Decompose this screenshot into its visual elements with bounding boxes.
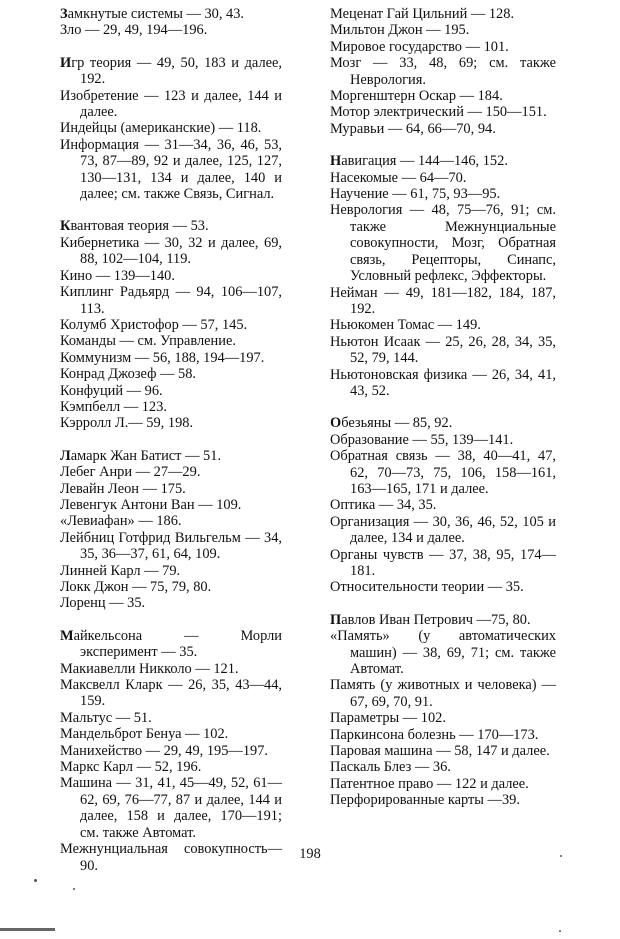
section-initial: О: [330, 415, 342, 432]
index-entry-text: Киплинг Радьярд — 94, 106—107, 113.: [60, 284, 282, 317]
index-entry-text: Ньюкомен Томас — 149.: [330, 317, 481, 334]
index-entry: [60, 661, 282, 677]
index-entry: [330, 776, 556, 792]
index-entry-text: Неврология — 48, 75—76, 91; см. также Межнунциальные совокупности, Мозг, Обратная связь, Рецепторы, Синапс, Условный рефлекс, Эффекторы.: [330, 202, 556, 285]
index-entry-text: Организация — 30, 36, 46, 52, 105 и далее, 134 и далее.: [330, 513, 556, 547]
index-entry-text: Лейбниц Готфрид Вильгельм — 34, 35, 36—37, 61, 64, 109.: [60, 529, 282, 563]
index-entry: [60, 579, 282, 595]
scan-edge-mark: [0, 928, 55, 931]
index-column-left: [60, 6, 282, 874]
index-entry-text: Ньютоновская физика — 26, 34, 41, 43, 52.: [330, 366, 556, 399]
index-entry-text: Кэмпбелл — 123.: [60, 398, 167, 415]
index-entry: [60, 350, 282, 366]
scan-speck: [560, 855, 562, 857]
index-entry: [330, 677, 556, 710]
index-entry-text: «Память» (у автоматических машин) — 38, 69, 71; см. также Автомат.: [330, 628, 556, 678]
index-entry-text: Патентное право — 122 и далее.: [330, 775, 529, 792]
index-entry: [60, 530, 282, 563]
index-entry-text: Макиавелли Никколо — 121.: [60, 660, 239, 677]
index-entry-text: Образование — 55, 139—141.: [330, 431, 514, 448]
index-entry: [330, 88, 556, 104]
index-entry: [60, 6, 282, 22]
index-entry: [330, 432, 556, 448]
index-entry-text: Органы чувств — 37, 38, 95, 174—181.: [330, 546, 556, 579]
index-entry-text: Ньютон Исаак — 25, 26, 28, 34, 35, 52, 79, 144.: [330, 333, 556, 367]
index-entry: [60, 726, 282, 742]
index-entry-text: Кибернетика — 30, 32 и далее, 69, 88, 102—104, 119.: [60, 234, 282, 268]
section-initial: К: [60, 218, 71, 235]
section-initial: П: [330, 611, 342, 628]
scan-speck: [34, 879, 37, 882]
index-entry-text: Изобретение — 123 и далее, 144 и далее.: [60, 87, 282, 121]
index-entry: [60, 235, 282, 268]
index-entry: [60, 743, 282, 759]
index-entry-text: Мандельброт Бенуа — 102.: [60, 726, 229, 743]
index-entry: [330, 317, 556, 333]
index-entry: [330, 514, 556, 547]
index-entry: [330, 121, 556, 137]
section-initial: З: [60, 6, 68, 22]
index-entry: [330, 727, 556, 743]
index-entry: [60, 55, 282, 88]
index-entry: [60, 268, 282, 284]
index-entry-text: Кино — 139—140.: [60, 267, 175, 284]
index-entry-text: Левайн Леон — 175.: [60, 480, 186, 497]
section-gap: [330, 596, 556, 612]
index-entry-text: гр теория — 49, 50, 183 и далее, 192.: [71, 54, 282, 88]
index-entry-text: авлов Иван Петрович —75, 80.: [341, 611, 531, 628]
index-entry-text: «Левиафан» — 186.: [60, 513, 182, 530]
index-entry-text: Максвелл Кларк — 26, 35, 43—44, 159.: [60, 677, 282, 710]
index-entry: [330, 792, 556, 808]
index-entry-text: Коммунизм — 56, 188, 194—197.: [60, 349, 265, 366]
index-entry: [60, 317, 282, 333]
index-entry-text: Относительности теории — 35.: [330, 579, 524, 596]
index-entry-text: Межнунциальная совокупность— 90.: [60, 841, 282, 874]
index-entry-text: Муравьи — 64, 66—70, 94.: [330, 120, 496, 137]
index-entry-text: Конфуций — 96.: [60, 382, 163, 399]
index-column-right: [330, 6, 556, 809]
scan-speck: [559, 930, 561, 932]
index-entry: [330, 743, 556, 759]
index-entry: [60, 497, 282, 513]
index-entry-text: Паскаль Блез — 36.: [330, 759, 451, 776]
index-entry-text: Мозг — 33, 48, 69; см. также Неврология.: [330, 55, 556, 88]
index-entry: [60, 448, 282, 464]
index-entry: [330, 367, 556, 400]
index-entry-text: авигация — 144—146, 152.: [341, 153, 508, 170]
index-entry: [60, 710, 282, 726]
section-gap: [60, 39, 282, 55]
index-entry-text: Манихейство — 29, 49, 195—197.: [60, 742, 268, 759]
index-entry: [330, 104, 556, 120]
section-gap: [60, 432, 282, 448]
index-entry: [330, 55, 556, 88]
index-entry: [330, 334, 556, 367]
index-entry: [330, 186, 556, 202]
section-gap: [60, 612, 282, 628]
index-entry-text: Индейцы (американские) — 118.: [60, 120, 262, 137]
index-entry-text: Мотор электрический — 150—151.: [330, 104, 547, 121]
index-entry: [60, 513, 282, 529]
index-entry-text: Зло — 29, 49, 194—196.: [60, 22, 208, 39]
index-entry-text: Машина — 31, 41, 45—49, 52, 61—62, 69, 76—77, 87 и далее, 144 и далее, 158 и далее, 170—191; см. также Автомат.: [60, 775, 282, 841]
index-entry-text: вантовая теория — 53.: [70, 218, 209, 235]
index-entry: [60, 481, 282, 497]
index-entry: [330, 628, 556, 677]
section-initial: Л: [60, 447, 71, 464]
index-entry: [60, 415, 282, 431]
index-entry: [330, 415, 556, 431]
index-entry-text: Паркинсона болезнь — 170—173.: [330, 726, 539, 743]
index-entry-text: Лебег Анри — 27—29.: [60, 464, 201, 481]
index-entry: [60, 677, 282, 710]
index-entry-text: Лоренц — 35.: [60, 595, 146, 612]
index-entry-text: Мировое государство — 101.: [330, 38, 509, 55]
index-entry: [330, 547, 556, 580]
index-entry: [60, 366, 282, 382]
index-entry-text: Обратная связь — 38, 40—41, 47, 62, 70—73, 75, 106, 158—161, 163—165, 171 и далее.: [330, 448, 556, 497]
index-entry-text: Конрад Джозеф — 58.: [60, 366, 197, 383]
index-entry-text: Кэрролл Л.— 59, 198.: [60, 415, 194, 432]
scan-speck: [73, 888, 75, 890]
index-entry-text: Маркс Карл — 52, 196.: [60, 759, 202, 776]
index-entry: [60, 22, 282, 38]
index-entry: [60, 218, 282, 234]
index-entry: [60, 775, 282, 841]
index-entry-text: Паровая машина — 58, 147 и далее.: [330, 743, 550, 760]
index-entry-text: Научение — 61, 75, 93—95.: [330, 186, 501, 203]
index-entry-text: Команды — см. Управление.: [60, 333, 236, 350]
section-initial: Н: [330, 153, 342, 170]
index-entry: [330, 579, 556, 595]
index-entry: [330, 710, 556, 726]
index-entry-text: Насекомые — 64—70.: [330, 169, 467, 186]
index-entry-text: Моргенштерн Оскар — 184.: [330, 88, 503, 105]
index-entry: [330, 39, 556, 55]
index-entry: [60, 759, 282, 775]
section-initial: И: [60, 54, 72, 71]
index-entry-text: амарк Жан Батист — 51.: [70, 447, 222, 464]
index-entry-text: Левенгук Антони Ван — 109.: [60, 496, 242, 513]
index-entry: [330, 202, 556, 284]
index-entry: [60, 120, 282, 136]
index-entry-text: Мильтон Джон — 195.: [330, 22, 470, 39]
index-entry: [330, 153, 556, 169]
page-number: 198: [299, 846, 321, 862]
index-entry: [60, 464, 282, 480]
section-gap: [330, 399, 556, 415]
index-entry: [60, 383, 282, 399]
index-entry-text: Информация — 31—34, 36, 46, 53, 73, 87—89, 92 и далее, 125, 127, 130—131, 134 и далее, 140 и далее; см. также Связь, Сигнал.: [60, 136, 282, 203]
index-entry: [60, 399, 282, 415]
index-entry: [330, 497, 556, 513]
index-entry-text: Мальтус — 51.: [60, 709, 152, 726]
index-entry: [60, 563, 282, 579]
index-entry: [60, 137, 282, 203]
index-entry: [330, 759, 556, 775]
index-entry: [330, 448, 556, 497]
index-entry: [60, 284, 282, 317]
index-entry: [330, 6, 556, 22]
index-entry: [60, 595, 282, 611]
index-entry-text: Параметры — 102.: [330, 710, 446, 727]
index-entry-text: Локк Джон — 75, 79, 80.: [60, 579, 212, 595]
index-entry-text: Меценат Гай Цильний — 128.: [330, 6, 515, 22]
index-entry: [330, 612, 556, 628]
index-entry: [330, 285, 556, 318]
index-entry-text: айкельсона — Морли эксперимент — 35.: [73, 627, 282, 661]
index-entry-text: Память (у животных и человека) — 67, 69, 70, 91.: [330, 677, 556, 710]
index-entry-text: безьяны — 85, 92.: [341, 415, 453, 432]
section-gap: [330, 137, 556, 153]
index-entry-text: Нейман — 49, 181—182, 184, 187, 192.: [330, 284, 556, 317]
index-entry: [60, 333, 282, 349]
index-entry: [60, 88, 282, 121]
index-entry: [330, 22, 556, 38]
index-entry: [330, 170, 556, 186]
index-entry-text: Перфорированные карты —39.: [330, 792, 520, 809]
index-entry-text: Колумб Христофор — 57, 145.: [60, 316, 248, 333]
index-entry: [60, 628, 282, 661]
index-entry-text: Линней Карл — 79.: [60, 562, 181, 579]
section-initial: М: [60, 627, 74, 644]
index-entry-text: Оптика — 34, 35.: [330, 497, 437, 514]
index-entry-text: амкнутые системы — 30, 43.: [67, 6, 245, 22]
section-gap: [60, 202, 282, 218]
